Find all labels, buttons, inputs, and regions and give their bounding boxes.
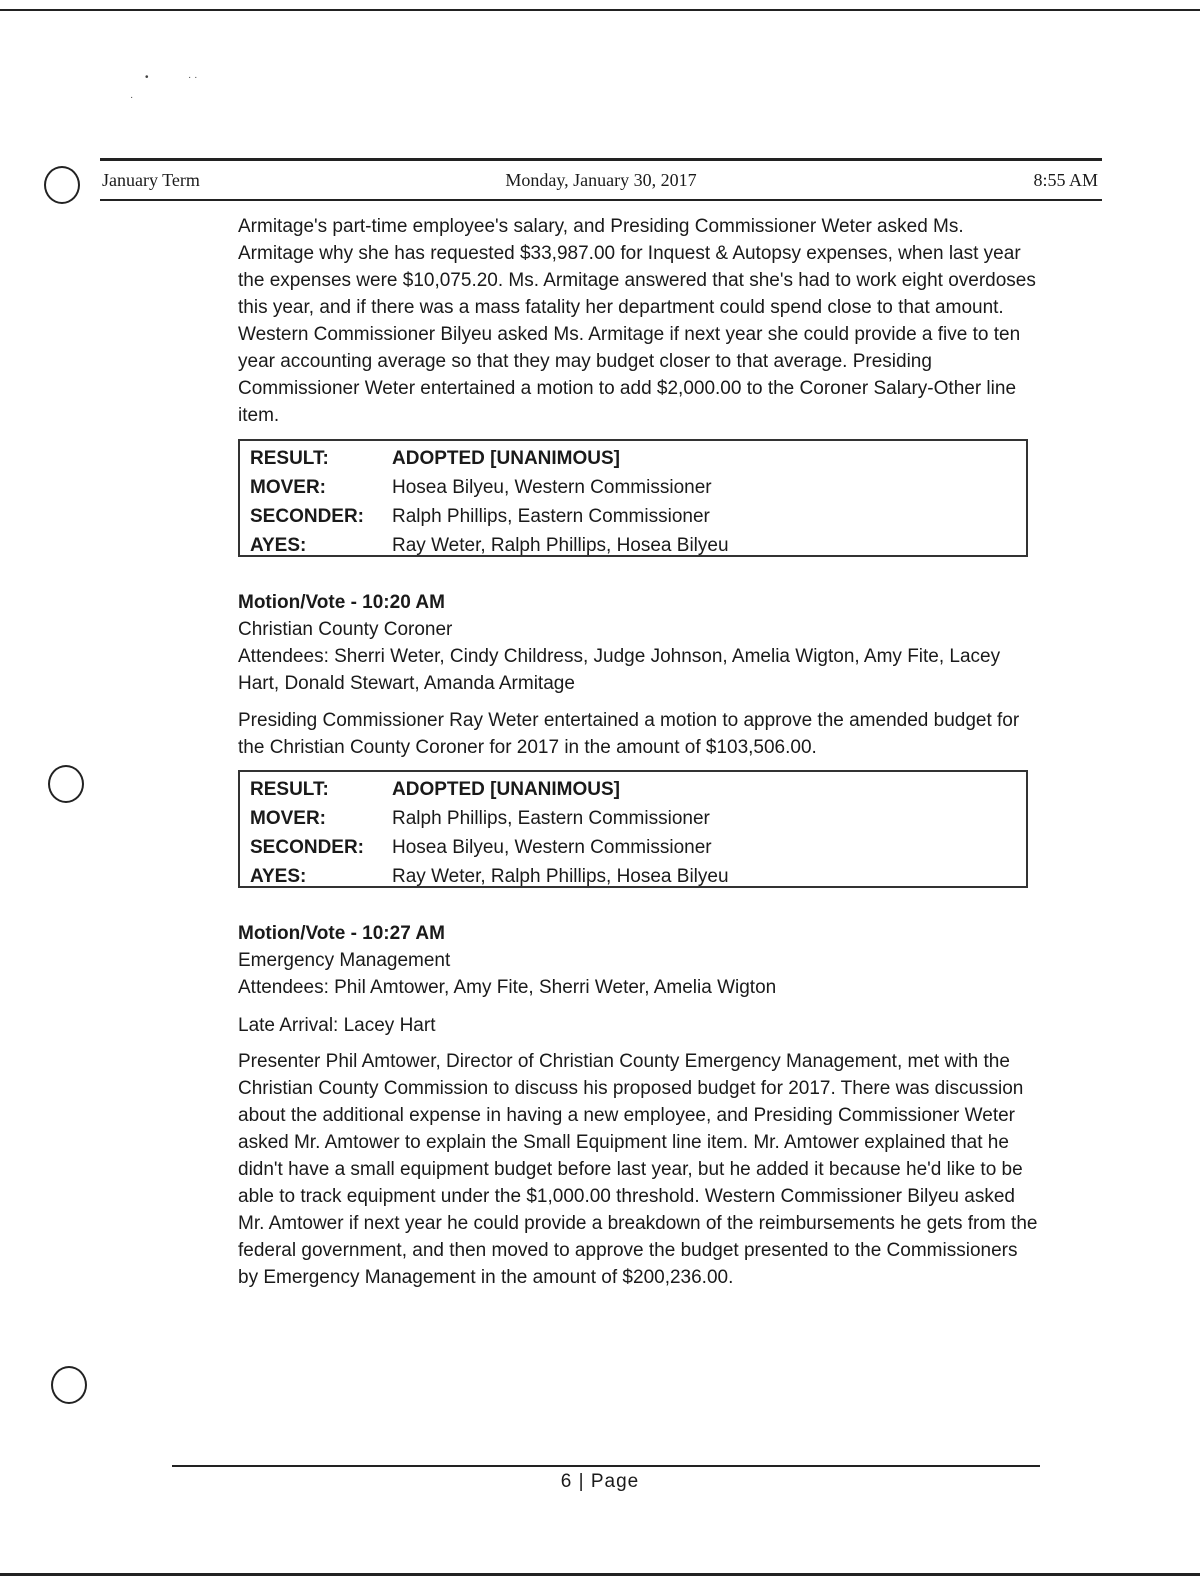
vote-row-ayes bbox=[240, 531, 1026, 560]
seconder-value: Hosea Bilyeu, Western Commissioner bbox=[392, 836, 712, 858]
punch-hole bbox=[51, 1366, 87, 1404]
vote-row-ayes bbox=[240, 862, 1026, 891]
scan-speck: • bbox=[145, 72, 149, 83]
page-header bbox=[100, 158, 1102, 201]
vote-row-seconder bbox=[240, 502, 1026, 531]
motion-title: Motion/Vote - 10:20 AM bbox=[238, 592, 445, 613]
mover-label: MOVER: bbox=[250, 807, 326, 829]
result-value: ADOPTED [UNANIMOUS] bbox=[392, 778, 620, 800]
motion-subject: Christian County Coroner bbox=[238, 619, 453, 640]
vote-row-mover bbox=[240, 473, 1026, 502]
result-label: RESULT: bbox=[250, 778, 329, 800]
header-date: Monday, January 30, 2017 bbox=[505, 170, 697, 190]
result-value: ADOPTED [UNANIMOUS] bbox=[392, 447, 620, 469]
result-label: RESULT: bbox=[250, 447, 329, 469]
motion-paragraph-block bbox=[238, 707, 1038, 761]
seconder-value: Ralph Phillips, Eastern Commissioner bbox=[392, 505, 710, 527]
seconder-label: SECONDER: bbox=[250, 836, 365, 858]
motion-section-emergency-management bbox=[238, 920, 1038, 1001]
motion-paragraph-block bbox=[238, 1048, 1038, 1291]
mover-label: MOVER: bbox=[250, 476, 326, 498]
header-time: 8:55 AM bbox=[1033, 170, 1098, 190]
header-rule-bottom bbox=[100, 199, 1102, 201]
scan-speck: · · bbox=[188, 72, 198, 83]
header-term: January Term bbox=[102, 170, 200, 190]
ayes-label: AYES: bbox=[250, 865, 307, 887]
motion-title: Motion/Vote - 10:27 AM bbox=[238, 923, 445, 944]
vote-row-mover bbox=[240, 804, 1026, 833]
intro-paragraph: Armitage's part-time employee's salary, and Presiding Commissioner Weter asked Ms. Armitage why she has requested $33,987.00 for Inquest & Autopsy expenses, when last year the expenses were $10,075.20. Ms. Armitage answered that she's had to work eight overdoses this year, and if there was a mass fatality her department could spend close to that amount. Western Commissioner Bilyeu asked Ms. Armitage if next year she could provide a five to ten year accounting average so that they may budget closer to that average. Presiding Commissioner Weter entertained a motion to add $2,000.00 to the Coroner Salary-Other line item. bbox=[238, 216, 1036, 426]
punch-hole bbox=[44, 166, 80, 204]
ayes-value: Ray Weter, Ralph Phillips, Hosea Bilyeu bbox=[392, 534, 729, 556]
header-row bbox=[100, 161, 1102, 199]
punch-hole bbox=[48, 765, 84, 803]
vote-row-result bbox=[240, 444, 1026, 473]
late-arrival-block bbox=[238, 1012, 1038, 1039]
scan-edge-bottom bbox=[0, 1573, 1200, 1576]
vote-result-table bbox=[238, 770, 1028, 888]
vote-row-result bbox=[240, 775, 1026, 804]
scan-speck: · bbox=[130, 92, 134, 103]
motion-attendees: Attendees: Phil Amtower, Amy Fite, Sherri Weter, Amelia Wigton bbox=[238, 977, 777, 998]
page-number: 6 | Page bbox=[560, 1471, 640, 1492]
motion-paragraph: Presenter Phil Amtower, Director of Christian County Emergency Management, met with the Christian County Commission to discuss his proposed budget for 2017. There was discussion about the additional expense in having a new employee, and Presiding Commissioner Weter asked Mr. Amtower to explain the Small Equipment line item. Mr. Amtower explained that he didn't have a small equipment budget before last year, but he added it because he'd like to be able to track equipment under the $1,000.00 threshold. Western Commissioner Bilyeu asked Mr. Amtower if next year he could provide a breakdown of the reimbursements he gets from the federal government, and then moved to approve the budget presented to the Commissioners by Emergency Management in the amount of $200,236.00. bbox=[238, 1051, 1038, 1288]
vote-row-seconder bbox=[240, 833, 1026, 862]
late-arrival: Late Arrival: Lacey Hart bbox=[238, 1015, 436, 1036]
scan-edge-top bbox=[0, 9, 1200, 11]
motion-section-coroner bbox=[238, 589, 1038, 697]
seconder-label: SECONDER: bbox=[250, 505, 365, 527]
motion-paragraph: Presiding Commissioner Ray Weter entertained a motion to approve the amended budget for the Christian County Coroner for 2017 in the amount of $103,506.00. bbox=[238, 710, 1020, 758]
motion-subject: Emergency Management bbox=[238, 950, 451, 971]
intro-paragraph-block bbox=[238, 213, 1038, 429]
ayes-label: AYES: bbox=[250, 534, 307, 556]
motion-attendees: Attendees: Sherri Weter, Cindy Childress, Judge Johnson, Amelia Wigton, Amy Fite, Lacey Hart, Donald Stewart, Amanda Armitage bbox=[238, 646, 1001, 694]
footer-rule bbox=[172, 1465, 1040, 1467]
ayes-value: Ray Weter, Ralph Phillips, Hosea Bilyeu bbox=[392, 865, 729, 887]
vote-result-table bbox=[238, 439, 1028, 557]
mover-value: Ralph Phillips, Eastern Commissioner bbox=[392, 807, 710, 829]
mover-value: Hosea Bilyeu, Western Commissioner bbox=[392, 476, 712, 498]
